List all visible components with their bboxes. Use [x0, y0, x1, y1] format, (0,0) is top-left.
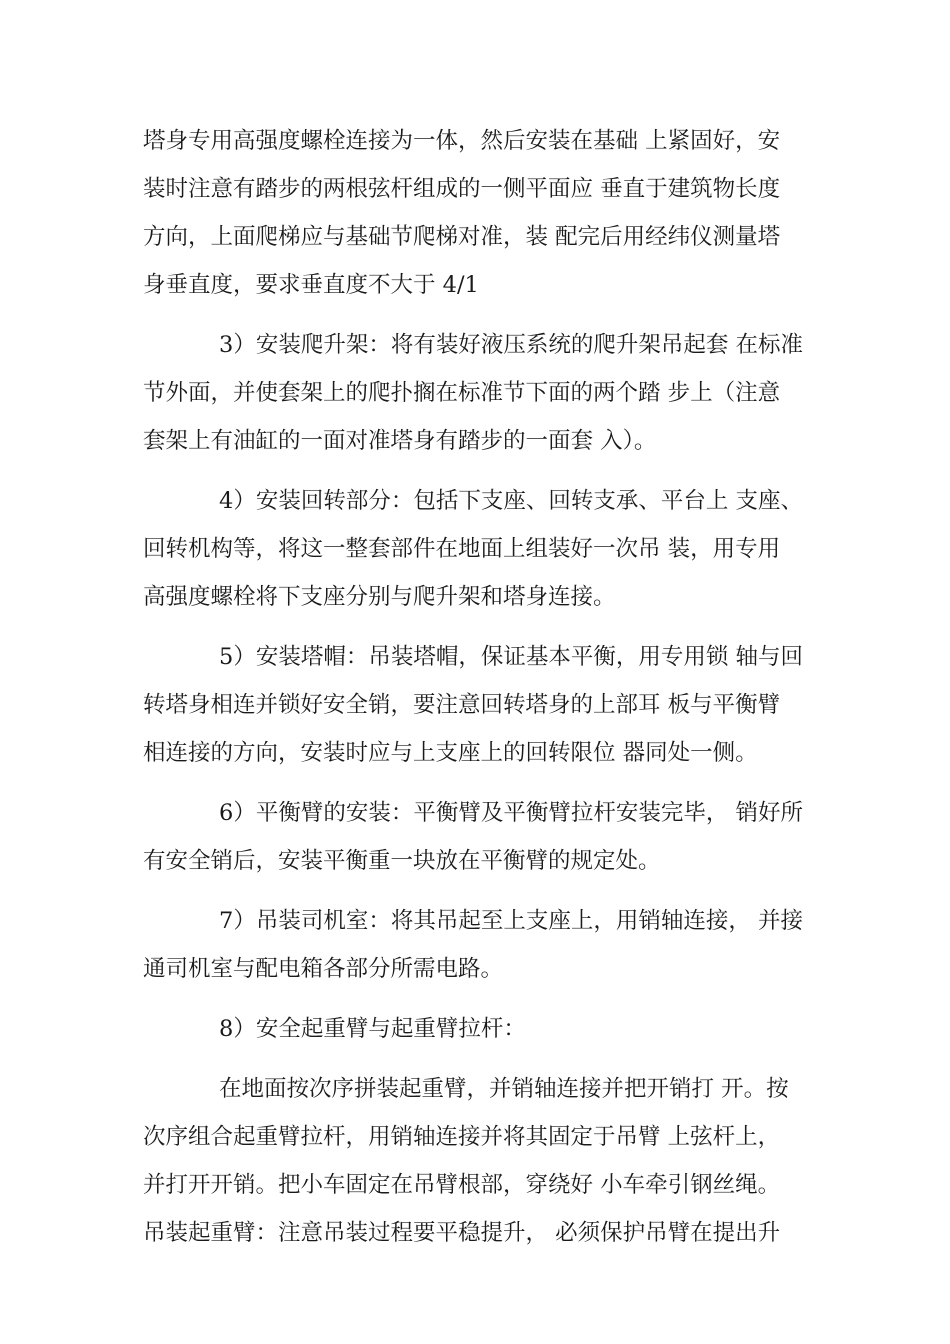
text-line: 塔身专用高强度螺栓连接为一体，然后安装在基础 上紧固好，安: [143, 128, 781, 154]
text-line: 次序组合起重臂拉杆，用销轴连接并将其固定于吊臂 上弦杆上，: [143, 1124, 781, 1150]
text-line: 套架上有油缸的一面对准塔身有踏步的一面套 入）。: [143, 428, 657, 454]
text-line: 3）安装爬升架：将有装好液压系统的爬升架吊起套 在标准: [219, 332, 803, 358]
text-line: 8）安全起重臂与起重臂拉杆：: [219, 1016, 526, 1042]
text-line: 4）安装回转部分：包括下支座、回转支承、平台上 支座、: [219, 488, 803, 514]
text-line: 转塔身相连并锁好安全销，要注意回转塔身的上部耳 板与平衡臂: [143, 692, 781, 718]
text-line: 装时注意有踏步的两根弦杆组成的一侧平面应 垂直于建筑物长度: [143, 176, 781, 202]
paragraph-step-7: [143, 897, 833, 993]
paragraph-continuation: [143, 117, 833, 309]
text-line: 有安全销后，安装平衡重一块放在平衡臂的规定处。: [143, 848, 661, 874]
paragraph-step-6: [143, 789, 833, 885]
paragraph-step-8-heading: [143, 1005, 833, 1053]
paragraph-step-3: [143, 321, 833, 465]
text-line: 回转机构等，将这一整套部件在地面上组装好一次吊 装，用专用: [143, 536, 781, 562]
text-line: 吊装起重臂：注意吊装过程要平稳提升， 必须保护吊臂在提出升: [143, 1220, 781, 1246]
text-line: 通司机室与配电箱各部分所需电路。: [143, 956, 504, 982]
text-line: 7）吊装司机室：将其吊起至上支座上，用销轴连接， 并接: [219, 908, 803, 934]
paragraph-step-5: [143, 633, 833, 777]
text-line: 高强度螺栓将下支座分别与爬升架和塔身连接。: [143, 584, 616, 610]
paragraph-step-8-body: [143, 1065, 833, 1257]
paragraph-step-4: [143, 477, 833, 621]
text-line: 在地面按次序拼装起重臂，并销轴连接并把开销打 开。按: [219, 1076, 789, 1102]
text-line: 方向，上面爬梯应与基础节爬梯对准，装 配完后用经纬仪测量塔: [143, 224, 781, 250]
document-body: [143, 117, 833, 1269]
text-line: 节外面，并使套架上的爬扑搁在标准节下面的两个踏 步上（注意: [143, 380, 781, 406]
text-line: 并打开开销。把小车固定在吊臂根部，穿绕好 小车牵引钢丝绳。: [143, 1172, 781, 1198]
text-line: 5）安装塔帽：吊装塔帽，保证基本平衡，用专用锁 轴与回: [219, 644, 803, 670]
text-line: 6）平衡臂的安装：平衡臂及平衡臂拉杆安装完毕， 销好所: [219, 800, 803, 826]
text-line: 身垂直度，要求垂直度不大于 4/1: [143, 272, 479, 298]
text-line: 相连接的方向，安装时应与上支座上的回转限位 器同处一侧。: [143, 740, 758, 766]
